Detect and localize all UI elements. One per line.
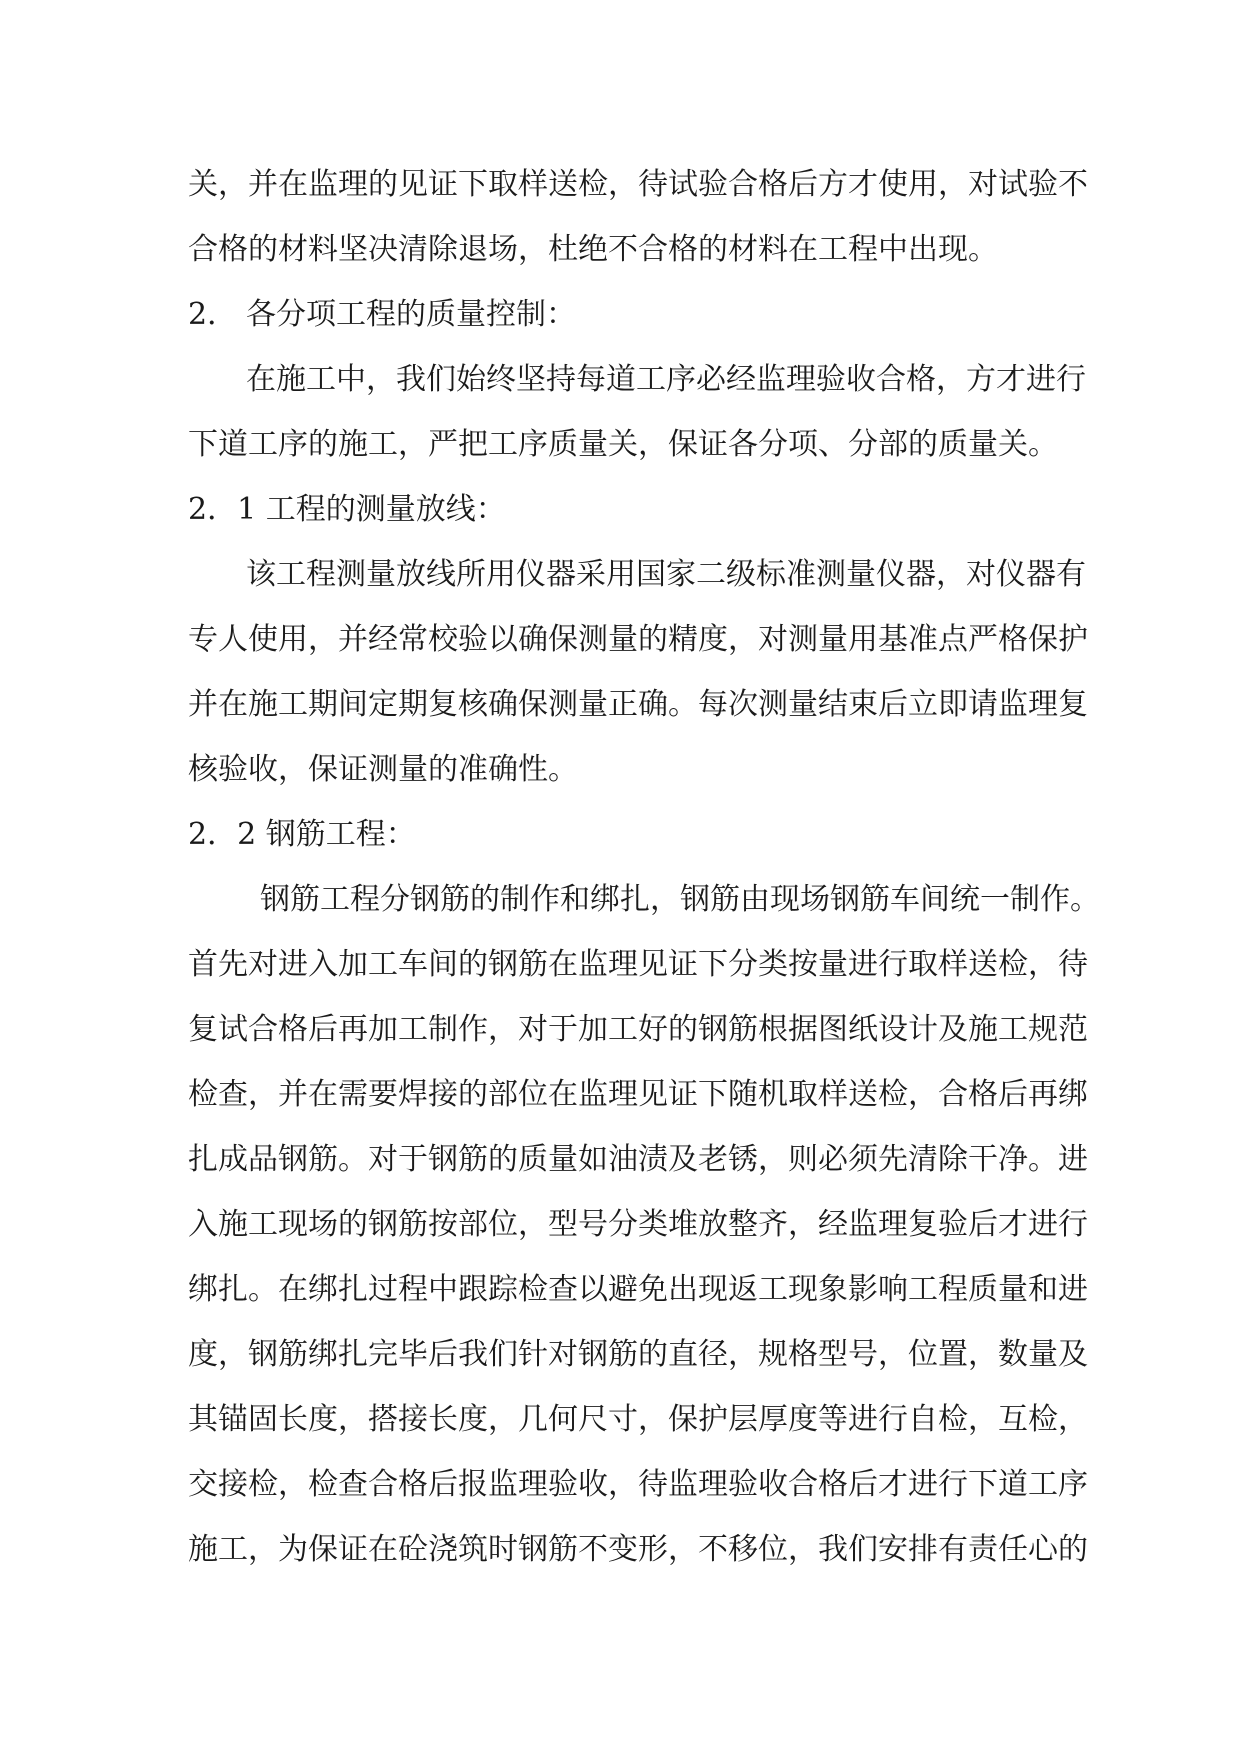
text-line: 其锚固长度，搭接长度，几何尺寸，保护层厚度等进行自检，互检， (188, 1402, 1088, 1437)
text-line: 施工，为保证在砼浇筑时钢筋不变形，不移位，我们安排有责任心的 (188, 1532, 1088, 1567)
text-line: 交接检，检查合格后报监理验收，待监理验收合格后才进行下道工序 (188, 1467, 1088, 1502)
text-line: 检查，并在需要焊接的部位在监理见证下随机取样送检，合格后再绑 (188, 1077, 1088, 1112)
text-line: 入施工现场的钢筋按部位，型号分类堆放整齐，经监理复验后才进行 (188, 1207, 1088, 1242)
text-line: 在施工中，我们始终坚持每道工序必经监理验收合格，方才进行 (246, 362, 1086, 397)
text-line: 钢筋工程分钢筋的制作和绑扎，钢筋由现场钢筋车间统一制作。 (260, 882, 1100, 917)
heading-text: 各分项工程的质量控制： (246, 297, 576, 332)
subsection-heading: 2．2 钢筋工程： (188, 817, 416, 852)
text-line: 关，并在监理的见证下取样送检，待试验合格后方才使用，对试验不 (188, 167, 1088, 202)
subsection-heading: 2．1 工程的测量放线： (188, 492, 506, 527)
text-line: 扎成品钢筋。对于钢筋的质量如油渍及老锈，则必须先清除干净。进 (188, 1142, 1088, 1177)
text-line: 绑扎。在绑扎过程中跟踪检查以避免出现返工现象影响工程质量和进 (188, 1272, 1088, 1307)
text-line: 度，钢筋绑扎完毕后我们针对钢筋的直径，规格型号，位置，数量及 (188, 1337, 1088, 1372)
text-line: 核验收，保证测量的准确性。 (188, 752, 578, 787)
text-line: 复试合格后再加工制作，对于加工好的钢筋根据图纸设计及施工规范 (188, 1012, 1088, 1047)
heading-number: 2． (188, 297, 238, 332)
text-line: 合格的材料坚决清除退场，杜绝不合格的材料在工程中出现。 (188, 232, 998, 267)
text-line: 首先对进入加工车间的钢筋在监理见证下分类按量进行取样送检，待 (188, 947, 1088, 982)
section-heading (188, 282, 1068, 347)
document-body (188, 152, 1100, 1582)
text-line: 专人使用，并经常校验以确保测量的精度，对测量用基准点严格保护 (188, 622, 1088, 657)
text-line: 并在施工期间定期复核确保测量正确。每次测量结束后立即请监理复 (188, 687, 1088, 722)
text-line: 该工程测量放线所用仪器采用国家二级标准测量仪器，对仪器有 (246, 557, 1086, 592)
text-line: 下道工序的施工，严把工序质量关，保证各分项、分部的质量关。 (188, 427, 1058, 462)
